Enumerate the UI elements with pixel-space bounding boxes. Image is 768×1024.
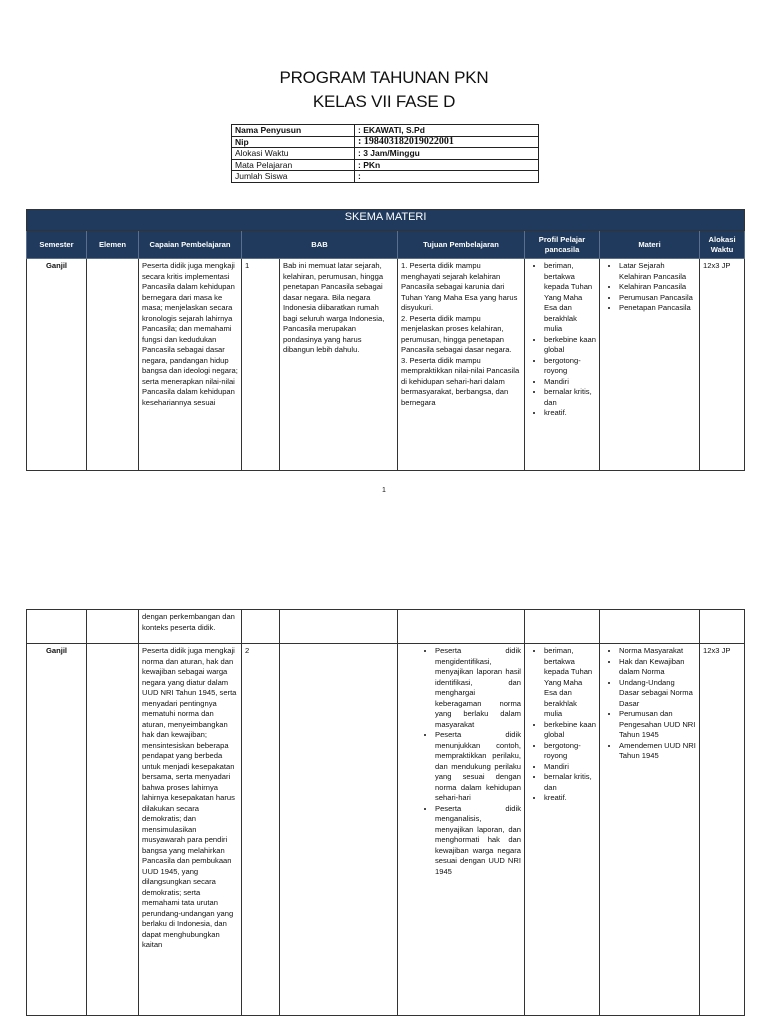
info-row bbox=[232, 171, 539, 183]
info-key: Nama Penyusun bbox=[232, 125, 355, 137]
info-value: : EKAWATI, S.Pd bbox=[355, 125, 539, 137]
table-row bbox=[27, 644, 745, 1016]
header-capaian: Capaian Pembelajaran bbox=[139, 231, 242, 259]
list-item: • bernalar kritis, dan bbox=[544, 387, 596, 408]
bab-description-cell bbox=[280, 644, 398, 1016]
document-title: PROGRAM TAHUNAN PKN bbox=[279, 68, 489, 87]
profil-list bbox=[528, 261, 596, 419]
list-item: • Perumusan dan Pengesahan UUD NRI Tahun 1945 bbox=[619, 709, 696, 741]
materi-cell bbox=[600, 259, 700, 471]
profil-list bbox=[528, 646, 596, 804]
list-item: • Undang-Undang Dasar sebagai Norma Dasar bbox=[619, 678, 696, 710]
capaian-cell: Peserta didik juga mengkaji norma dan aturan, hak dan kewajiban sebagai warga negara yang diatur dalam UUD NRI Tahun 1945, serta menyadari pentingnya mematuhi norma dan aturan, menyeimbangkan hak dan kewajiban; mensintesiskan beberapa pendapat yang berbeda untuk menjadi kesepakatan bersama, serta menyadari bahwa proses lahirnya lahirnya kesepakatan harus dilakukan secara demokratis; dan mensimulasikan musyawarah para pendiri bangsa yang melahirkan Pancasila dan pembukaan UUD 1945, yang dilangsungkan secara demokratis; serta memahami tata urutan perundang-undangan yang berlaku di Indonesia, dan dapat menghubungkan kaitan bbox=[139, 644, 242, 1016]
info-key: Nip bbox=[232, 136, 355, 148]
materi-list bbox=[603, 646, 696, 762]
alokasi-cell bbox=[700, 610, 745, 644]
list-item: • Peserta didik menunjukkan contoh, mempraktikkan perilaku, dan mendukung perilaku yang sesuai dengan norma dalam kehidupan sehari-hari bbox=[435, 730, 521, 804]
list-item: • Perumusan Pancasila bbox=[619, 293, 696, 304]
list-item: • Hak dan Kewajiban dalam Norma bbox=[619, 657, 696, 678]
info-value: : 3 Jam/Minggu bbox=[355, 148, 539, 160]
bab-number-cell bbox=[242, 610, 280, 644]
info-row bbox=[232, 125, 539, 137]
materi-list bbox=[603, 261, 696, 314]
list-item: • beriman, bertakwa kepada Tuhan Yang Maha Esa dan berakhlak mulia bbox=[544, 646, 596, 720]
list-item: • Peserta didik menganalisis, menyajikan laporan, dan menghormati hak dan kewajiban warga negara sesuai dengan UUD NRI 1945 bbox=[435, 804, 521, 878]
semester-cell: Ganjil bbox=[27, 259, 87, 471]
info-row bbox=[232, 159, 539, 171]
semester-cell: Ganjil bbox=[27, 644, 87, 1016]
header-semester: Semester bbox=[27, 231, 87, 259]
table-row bbox=[27, 610, 745, 644]
alokasi-cell: 12x3 JP bbox=[700, 644, 745, 1016]
header-materi: Materi bbox=[600, 231, 700, 259]
info-key: Mata Pelajaran bbox=[232, 159, 355, 171]
list-item: • beriman, bertakwa kepada Tuhan Yang Maha Esa dan berakhlak mulia bbox=[544, 261, 596, 335]
list-item: • bergotong-royong bbox=[544, 741, 596, 762]
bab-description-cell: Bab ini memuat latar sejarah, kelahiran, perumusan, hingga penetapan Pancasila sebagai dasar negara. Bila negara Indonesia diibaratkan rumah bagi seluruh warga Indonesia, Pancasila merupakan pondasinya yang harus dibangun lebih dahulu. bbox=[280, 259, 398, 471]
list-item: • kreatif. bbox=[544, 408, 596, 419]
semester-cell bbox=[27, 610, 87, 644]
info-row bbox=[232, 136, 539, 148]
profil-cell bbox=[525, 259, 600, 471]
elemen-cell bbox=[87, 259, 139, 471]
list-item: • Latar Sejarah Kelahiran Pancasila bbox=[619, 261, 696, 282]
page-number: 1 bbox=[382, 487, 386, 494]
skema-materi-table bbox=[26, 209, 745, 471]
list-item: • Amendemen UUD NRI Tahun 1945 bbox=[619, 741, 696, 762]
alokasi-cell: 12x3 JP bbox=[700, 259, 745, 471]
header-tujuan: Tujuan Pembelajaran bbox=[398, 231, 525, 259]
elemen-cell bbox=[87, 610, 139, 644]
tujuan-cell: 1. Peserta didik mampu menghayati sejarah kelahiran Pancasila sebagai karunia dari Tuhan Yang Maha Esa yang harus disyukuri. 2. Peserta didik mampu menjelaskan proses kelahiran, perumusan, hingga penetapan Pancasila sebagai dasar negara. 3. Peserta didik mampu mempraktikkan nilai-nilai Pancasila di kehidupan sehari-hari dalam bermasyarakat, berbangsa, dan bernegara bbox=[398, 259, 525, 471]
elemen-cell bbox=[87, 644, 139, 1016]
list-item: • Kelahiran Pancasila bbox=[619, 282, 696, 293]
skema-materi-table-continued bbox=[26, 609, 745, 1016]
header-profil: Profil Pelajar pancasila bbox=[525, 231, 600, 259]
info-row bbox=[232, 148, 539, 160]
header-elemen: Elemen bbox=[87, 231, 139, 259]
list-item: • kreatif. bbox=[544, 793, 596, 804]
document-subtitle: KELAS VII FASE D bbox=[312, 92, 456, 111]
list-item: • Mandiri bbox=[544, 377, 596, 388]
materi-cell bbox=[600, 644, 700, 1016]
info-value: : 198403182019022001 bbox=[355, 136, 539, 148]
bab-number-cell: 2 bbox=[242, 644, 280, 1016]
list-item: • bergotong-royong bbox=[544, 356, 596, 377]
list-item: • bernalar kritis, dan bbox=[544, 772, 596, 793]
list-item: • berkebine kaan global bbox=[544, 335, 596, 356]
list-item: • Peserta didik mengidentifikasi, menyajikan laporan hasil identifikasi, dan menghargai keberagaman norma yang berlaku dalam masyarakat bbox=[435, 646, 521, 730]
info-key: Jumlah Siswa bbox=[232, 171, 355, 183]
list-item: • Penetapan Pancasila bbox=[619, 303, 696, 314]
info-value: : bbox=[355, 171, 539, 183]
profil-cell bbox=[525, 610, 600, 644]
tujuan-cell bbox=[398, 610, 525, 644]
capaian-cell: Peserta didik juga mengkaji secara kritis implementasi Pancasila dalam kehidupan bernegara dari masa ke masa; menjelaskan secara kronologis sejarah lahirnya Pancasila; dan memahami fungsi dan kedudukan Pancasila sebagai dasar negara, pandangan hidup bangsa dan ideologi negara; serta menerapkan nilai-nilai Pancasila dalam kehidupan kesehariannya sesuai bbox=[139, 259, 242, 471]
list-item: • Norma Masyarakat bbox=[619, 646, 696, 657]
info-key: Alokasi Waktu bbox=[232, 148, 355, 160]
table-row bbox=[27, 259, 745, 471]
materi-cell bbox=[600, 610, 700, 644]
profil-cell bbox=[525, 644, 600, 1016]
header-alokasi: Alokasi Waktu bbox=[700, 231, 745, 259]
bab-description-cell bbox=[280, 610, 398, 644]
tujuan-cell bbox=[398, 644, 525, 1016]
skema-materi-banner: SKEMA MATERI bbox=[27, 210, 745, 231]
capaian-cell: dengan perkembangan dan konteks peserta didik. bbox=[139, 610, 242, 644]
list-item: • berkebine kaan global bbox=[544, 720, 596, 741]
identity-table bbox=[231, 124, 539, 183]
tujuan-list bbox=[401, 646, 521, 877]
bab-number-cell: 1 bbox=[242, 259, 280, 471]
info-value: : PKn bbox=[355, 159, 539, 171]
header-bab: BAB bbox=[242, 231, 398, 259]
list-item: • Mandiri bbox=[544, 762, 596, 773]
